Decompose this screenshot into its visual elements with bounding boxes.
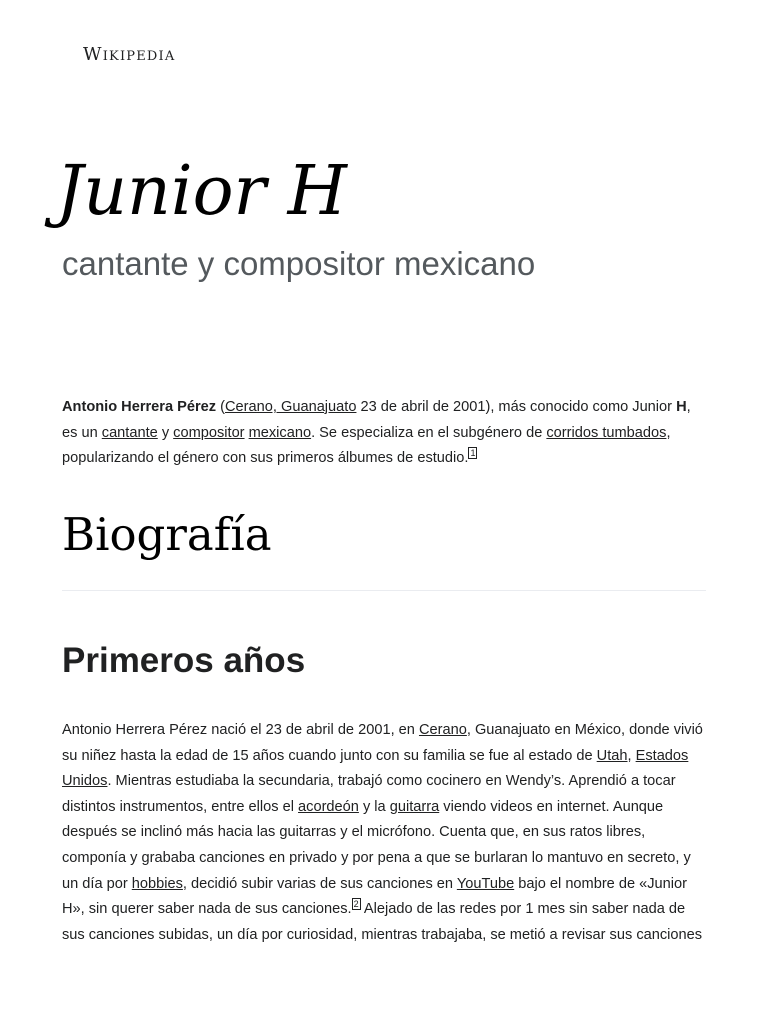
body-text: , Guanajuato en México, donde vivió su niñez hasta la edad de 15 años cuando junto con su familia se fue al estado de (62, 722, 703, 764)
link-guitarra[interactable]: guitarra (389, 798, 440, 815)
wordmark-text: Wikipedia (83, 44, 176, 65)
link-youtube[interactable]: YouTube (456, 875, 515, 892)
link-compositor[interactable]: compositor (173, 424, 245, 441)
body-text: Alejado de las redes por 1 mes sin saber nada de sus canciones subidas, un día por curiosidad, mientras trabajaba, se metió a revisar sus canciones (62, 901, 703, 943)
section-heading-biografia: Biografía (62, 508, 272, 561)
reference-2[interactable]: 2 (353, 899, 359, 910)
link-mexicano[interactable]: mexicano (248, 424, 312, 441)
intro-h: H (676, 399, 687, 415)
page-title: Junior H (56, 152, 347, 231)
wordmark[interactable] (83, 44, 175, 65)
intro-text: 23 de abril de 2001), más conocido como Junior (356, 399, 677, 415)
body-text: . Mientras estudiaba la secundaria, trabajó como cocinero en Wendy’s. Aprendió a tocar distintos instrumentos, entre ellos el (62, 773, 676, 815)
primeros-anos-paragraph (62, 718, 708, 948)
link-cerano[interactable]: Cerano (418, 722, 467, 738)
page-description: cantante y compositor mexicano (62, 245, 536, 282)
body-text: Antonio Herrera Pérez nació el 23 de abril de 2001, en (62, 722, 419, 738)
intro-text: y (157, 424, 174, 441)
reference-1[interactable]: 1 (470, 448, 476, 459)
intro-text: . Se especializa en el subgénero de (311, 424, 547, 441)
link-estados-unidos[interactable]: Estados Unidos (62, 747, 689, 790)
intro-text: , popularizando el género con sus primeros álbumes de estudio. (62, 424, 671, 467)
intro-text: ( (216, 399, 226, 415)
link-corridos-tumbados[interactable]: corridos tumbados (546, 424, 667, 441)
intro-paragraph (62, 395, 708, 472)
body-text: y la (358, 798, 390, 815)
link-cerano-guanajuato[interactable]: Cerano, Guanajuato (225, 399, 357, 415)
body-text: , decidió subir varias de sus canciones en (182, 875, 457, 892)
body-text: viendo videos en internet. Aunque después se inclinó más hacia las guitarras y el micrófono. Cuenta que, en sus ratos libres, componía y grababa canciones en privado y por pena a que se burlaran lo mantuvo en secreto, y un día por (62, 798, 691, 892)
link-acordeon[interactable]: acordeón (298, 798, 359, 815)
subsection-heading-primeros-anos: Primeros años (62, 641, 306, 680)
intro-name: Antonio Herrera Pérez (62, 399, 217, 415)
intro-text: , es un (62, 399, 691, 441)
body-text: bajo el nombre de «Junior H», sin querer saber nada de sus canciones. (62, 875, 688, 918)
link-cantante[interactable]: cantante (101, 424, 158, 441)
section-divider (62, 590, 706, 591)
link-utah[interactable]: Utah (596, 747, 628, 764)
link-hobbies[interactable]: hobbies (131, 875, 183, 892)
body-text: , (627, 747, 636, 764)
